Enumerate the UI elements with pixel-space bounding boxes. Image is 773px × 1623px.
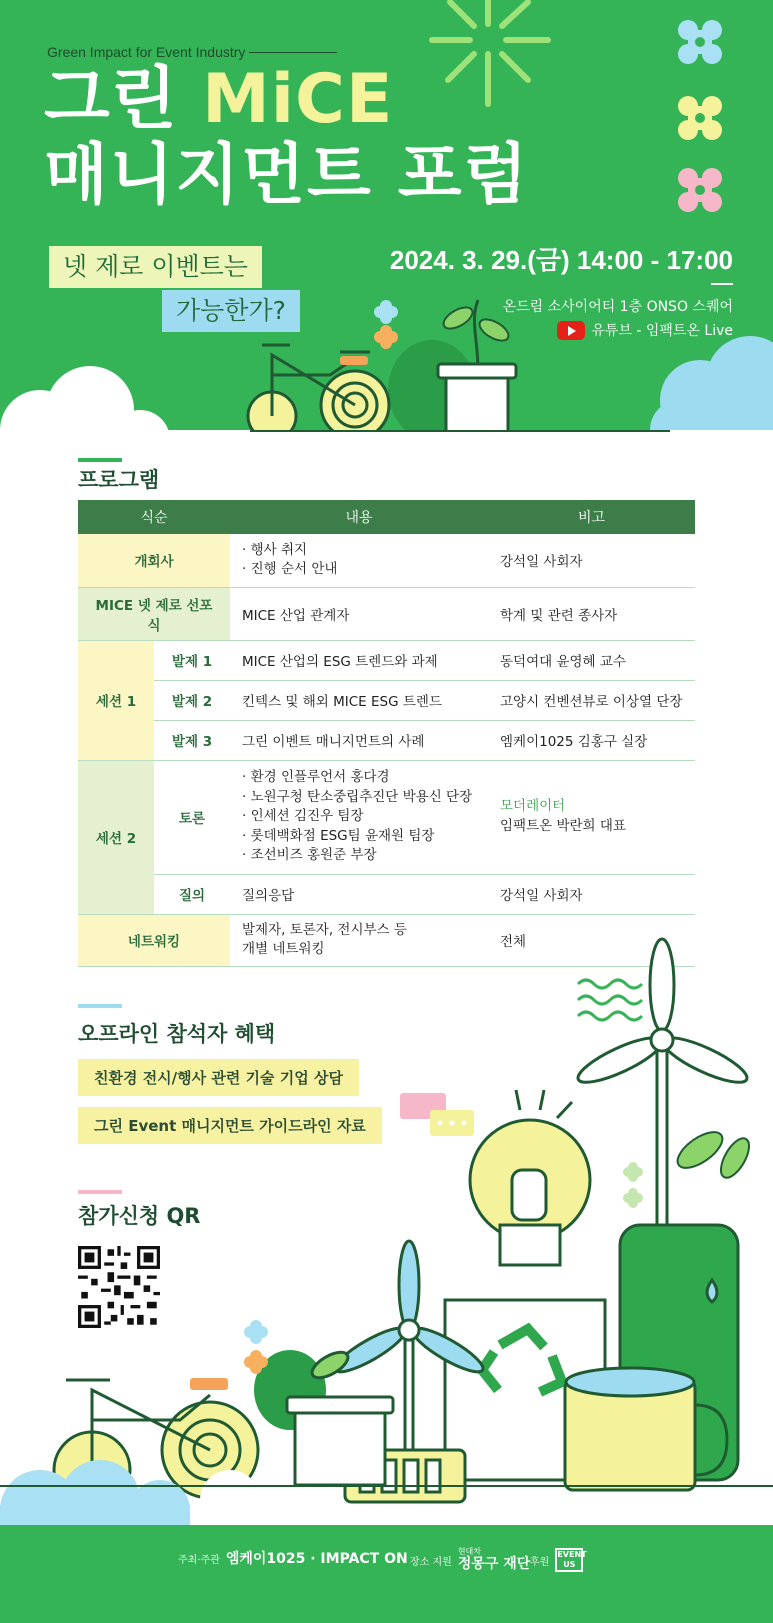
table-row	[78, 720, 695, 760]
row-note: 학계 및 관련 종사자	[488, 587, 695, 640]
wind-turbine-icon	[573, 939, 752, 1230]
cloud-icon	[650, 336, 773, 445]
potted-plant-bottom-icon	[254, 1347, 393, 1485]
col-header-order: 식순	[78, 500, 230, 534]
sparkle-icon	[623, 1162, 643, 1182]
bicycle-seat	[340, 356, 368, 365]
row-subcategory: 질의	[154, 874, 230, 914]
venue-logo-main: 정몽구 재단	[457, 1555, 531, 1572]
flower-icon-yellow	[678, 96, 722, 140]
event-venue: 온드림 소사이어티 1층 ONSO 스퀘어	[502, 299, 733, 315]
panelist-line: · 환경 인플루언서 홍다경	[242, 769, 390, 786]
table-row	[78, 640, 695, 680]
youtube-icon	[557, 321, 585, 340]
live-stream-link[interactable]	[557, 320, 733, 340]
benefit-item: 친환경 전시/행사 관련 기술 기업 상담	[78, 1059, 359, 1096]
event-title-line2: 매니지먼트 포럼	[44, 136, 530, 213]
table-row	[78, 534, 695, 587]
kicker-text	[47, 44, 337, 60]
row-subcategory: 발제 3	[154, 720, 230, 760]
wind-lines-icon	[578, 980, 642, 1020]
bottle-icon	[620, 1225, 738, 1480]
cloud-icon	[200, 1470, 292, 1532]
sponsor-label: 후원	[530, 1556, 550, 1568]
content-line: · 진행 순서 안내	[242, 561, 338, 578]
qr-code-icon[interactable]	[78, 1246, 160, 1328]
row-category: MICE 넷 제로 선포식	[78, 587, 230, 640]
live-label: 유튜브 - 임팩트온 Live	[591, 323, 733, 339]
flower-icon-blue	[678, 20, 722, 64]
host-logo: 엠케이1025 · IMPACT ON	[225, 1551, 408, 1567]
sunburst-icon	[432, 0, 548, 104]
row-content	[230, 760, 488, 874]
row-category: 세션 1	[78, 640, 154, 760]
row-content: 질의응답	[230, 874, 488, 914]
event-date: 2024. 3. 29.(금) 14:00 - 17:00	[389, 245, 733, 275]
row-note: 전체	[488, 914, 695, 966]
kicker-label: Green Impact for Event Industry	[47, 44, 246, 60]
benefits-title: 오프라인 참석자 혜택	[78, 1022, 276, 1046]
table-row	[78, 874, 695, 914]
footer-sponsor	[530, 1548, 587, 1572]
content-line: · 행사 취지	[242, 541, 308, 558]
ground-line	[0, 1485, 773, 1487]
row-content: 킨텍스 및 해외 MICE ESG 트렌드	[230, 680, 488, 720]
battery-icon	[345, 1450, 465, 1502]
row-subcategory: 발제 1	[154, 640, 230, 680]
row-category: 세션 2	[78, 760, 154, 914]
date-divider	[711, 283, 733, 285]
venue-label: 장소 지원	[410, 1556, 452, 1568]
panelist-line: · 롯데백화점 ESG팀 윤재원 팀장	[242, 827, 435, 844]
program-title: 프로그램	[78, 468, 160, 492]
section-bar-qr	[78, 1190, 122, 1194]
content-line: 개별 네트워킹	[242, 941, 325, 958]
row-content	[230, 534, 488, 587]
lightbulb-icon	[470, 1090, 590, 1265]
benefit-item: 그린 Event 매니지먼트 가이드라인 자료	[78, 1107, 382, 1144]
table-row	[78, 587, 695, 640]
row-note: 강석일 사회자	[488, 874, 695, 914]
content-line: 발제자, 토론자, 전시부스 등	[242, 921, 407, 938]
table-row	[78, 760, 695, 874]
bicycle-bottom-icon	[54, 1380, 258, 1508]
row-content: MICE 산업의 ESG 트렌드와 과제	[230, 640, 488, 680]
row-note: 고양시 컨벤션뷰로 이상열 단장	[488, 680, 695, 720]
footer-host	[178, 1548, 408, 1568]
row-category: 네트워킹	[78, 914, 230, 966]
row-category: 개회사	[78, 534, 230, 587]
venue-logo	[458, 1548, 531, 1572]
table-row	[78, 680, 695, 720]
kicker-divider	[249, 52, 337, 53]
title-part-green: 그린	[44, 60, 203, 139]
sparkle-icon	[623, 1188, 643, 1208]
row-subcategory: 토론	[154, 760, 230, 874]
sparkle-icon	[374, 300, 398, 324]
footer-venue	[410, 1548, 530, 1572]
potted-plant-icon	[438, 300, 516, 442]
flower-icon-pink	[678, 168, 722, 212]
title-part-mice: MiCE	[202, 60, 394, 139]
section-bar-benefits	[78, 1004, 122, 1008]
recycle-bag-icon	[445, 1300, 605, 1480]
section-bar-program	[78, 458, 122, 462]
row-note: 강석일 사회자	[488, 534, 695, 587]
table-row	[78, 914, 695, 966]
row-note: 동덕여대 윤영혜 교수	[488, 640, 695, 680]
col-header-content: 내용	[230, 500, 488, 534]
row-note: 엠케이1025 김홍구 실장	[488, 720, 695, 760]
moderator-name: 임팩트온 박란희 대표	[500, 818, 626, 834]
row-subcategory: 발제 2	[154, 680, 230, 720]
panelist-line: · 조선비즈 홍원준 부장	[242, 847, 377, 864]
sparkle-icon	[374, 325, 398, 349]
mug-icon	[565, 1368, 727, 1490]
event-title-line1	[44, 60, 394, 139]
sparkle-icon	[244, 1320, 268, 1344]
panelist-line: · 노원구청 탄소중립추진단 박용신 단장	[242, 788, 473, 805]
row-note	[488, 760, 695, 874]
row-content: 그린 이벤트 매니지먼트의 사례	[230, 720, 488, 760]
speech-bubble-1: 넷 제로 이벤트는	[49, 246, 262, 288]
ground-line	[250, 430, 670, 432]
sparkle-icon	[244, 1350, 268, 1374]
qr-title: 참가신청 QR	[78, 1204, 201, 1228]
sponsor-logo: EVENT US	[555, 1548, 583, 1572]
row-content: MICE 산업 관계자	[230, 587, 488, 640]
host-label: 주최·주관	[178, 1554, 220, 1566]
col-header-note: 비고	[488, 500, 695, 534]
panelist-line: · 인세션 김진우 팀장	[242, 808, 364, 825]
hero-banner	[0, 0, 773, 445]
wind-turbine-small-icon	[330, 1241, 487, 1460]
bicycle-seat	[190, 1378, 228, 1390]
program-table	[78, 500, 695, 967]
venue-logo-small: 현대차	[457, 1547, 482, 1556]
moderator-role: 모더레이터	[500, 798, 566, 815]
row-content	[230, 914, 488, 966]
table-header-row	[78, 500, 695, 534]
chat-bubbles-icon	[400, 1093, 474, 1136]
plant-leaves-icon	[672, 1125, 755, 1182]
footer	[0, 1525, 773, 1623]
speech-bubble-2: 가능한가?	[162, 290, 300, 332]
